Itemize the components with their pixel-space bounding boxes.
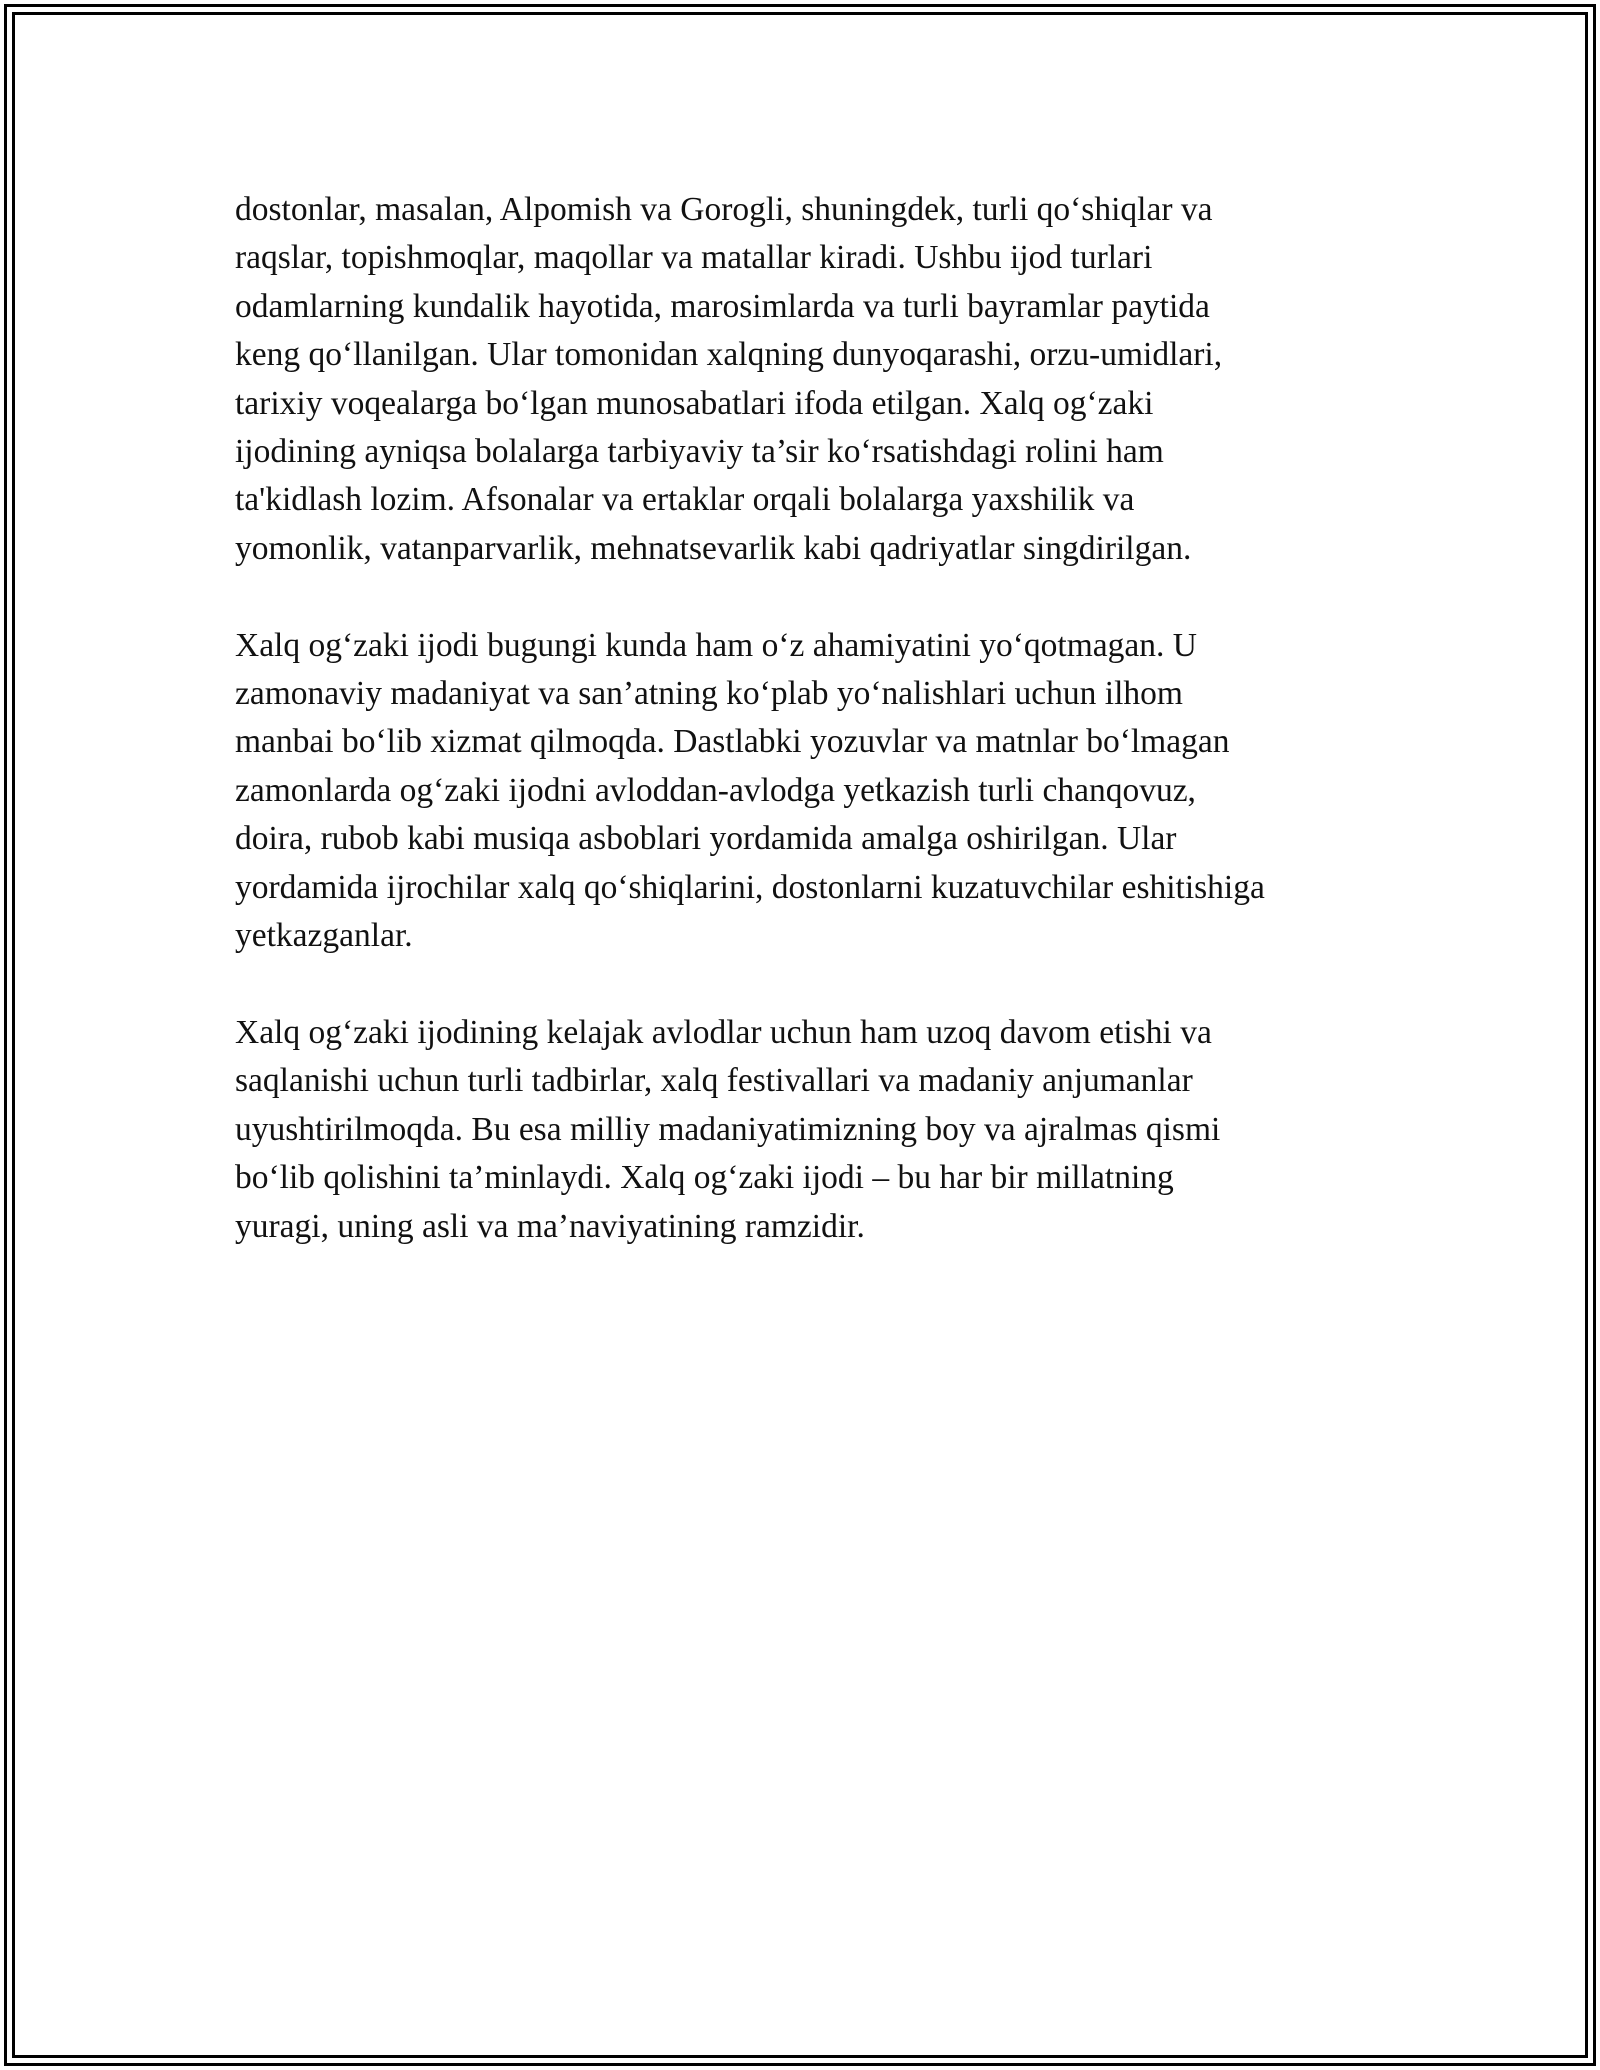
- paragraph-line: ijodining ayniqsa bolalarga tarbiyaviy ta’sir ko‘rsatishdagi rolini ham: [235, 433, 1164, 471]
- paragraph-1: [235, 186, 1385, 573]
- paragraph-line: keng qo‘llanilgan. Ular tomonidan xalqning dunyoqarashi, orzu-umidlari,: [235, 336, 1223, 374]
- paragraph-line: bo‘lib qolishini ta’minlaydi. Xalq og‘zaki ijodi – bu har bir millatning: [235, 1159, 1174, 1197]
- paragraph-line: Xalq og‘zaki ijodi bugungi kunda ham o‘z ahamiyatini yo‘qotmagan. U: [235, 626, 1197, 664]
- paragraph-line: doira, rubob kabi musiqa asboblari yordamida amalga oshirilgan. Ular: [235, 820, 1177, 858]
- paragraph-line: uyushtirilmoqda. Bu esa milliy madaniyatimizning boy va ajralmas qismi: [235, 1110, 1221, 1148]
- paragraph-line: Xalq og‘zaki ijodining kelajak avlodlar uchun ham uzoq davom etishi va: [235, 1013, 1212, 1051]
- paragraph-line: manbai bo‘lib xizmat qilmoqda. Dastlabki yozuvlar va matnlar bo‘lmagan: [235, 723, 1230, 761]
- paragraph-line: yordamida ijrochilar xalq qo‘shiqlarini, dostonlarni kuzatuvchilar eshitishiga: [235, 868, 1265, 906]
- paragraph-line: yetkazganlar.: [235, 917, 413, 955]
- paragraph-2: [235, 622, 1385, 961]
- paragraph-line: odamlarning kundalik hayotida, marosimlarda va turli bayramlar paytida: [235, 287, 1210, 325]
- document-body: [235, 186, 1385, 1299]
- paragraph-line: yuragi, uning asli va ma’naviyatining ramzidir.: [235, 1207, 865, 1245]
- paragraph-line: zamonlarda og‘zaki ijodni avloddan-avlodga yetkazish turli chanqovuz,: [235, 771, 1196, 809]
- paragraph-line: dostonlar, masalan, Alpomish va Gorogli, shuningdek, turli qo‘shiqlar va: [235, 191, 1213, 228]
- paragraph-line: raqslar, topishmoqlar, maqollar va matallar kiradi. Ushbu ijod turlari: [235, 239, 1153, 277]
- paragraph-3: [235, 1009, 1385, 1251]
- paragraph-line: ta'kidlash lozim. Afsonalar va ertaklar orqali bolalarga yaxshilik va: [235, 481, 1135, 519]
- paragraph-line: saqlanishi uchun turli tadbirlar, xalq festivallari va madaniy anjumanlar: [235, 1062, 1193, 1100]
- paragraph-line: yomonlik, vatanparvarlik, mehnatsevarlik kabi qadriyatlar singdirilgan.: [235, 529, 1192, 567]
- paragraph-line: tarixiy voqealarga bo‘lgan munosabatlari ifoda etilgan. Xalq og‘zaki: [235, 384, 1154, 422]
- paragraph-line: zamonaviy madaniyat va san’atning ko‘plab yo‘nalishlari uchun ilhom: [235, 675, 1183, 713]
